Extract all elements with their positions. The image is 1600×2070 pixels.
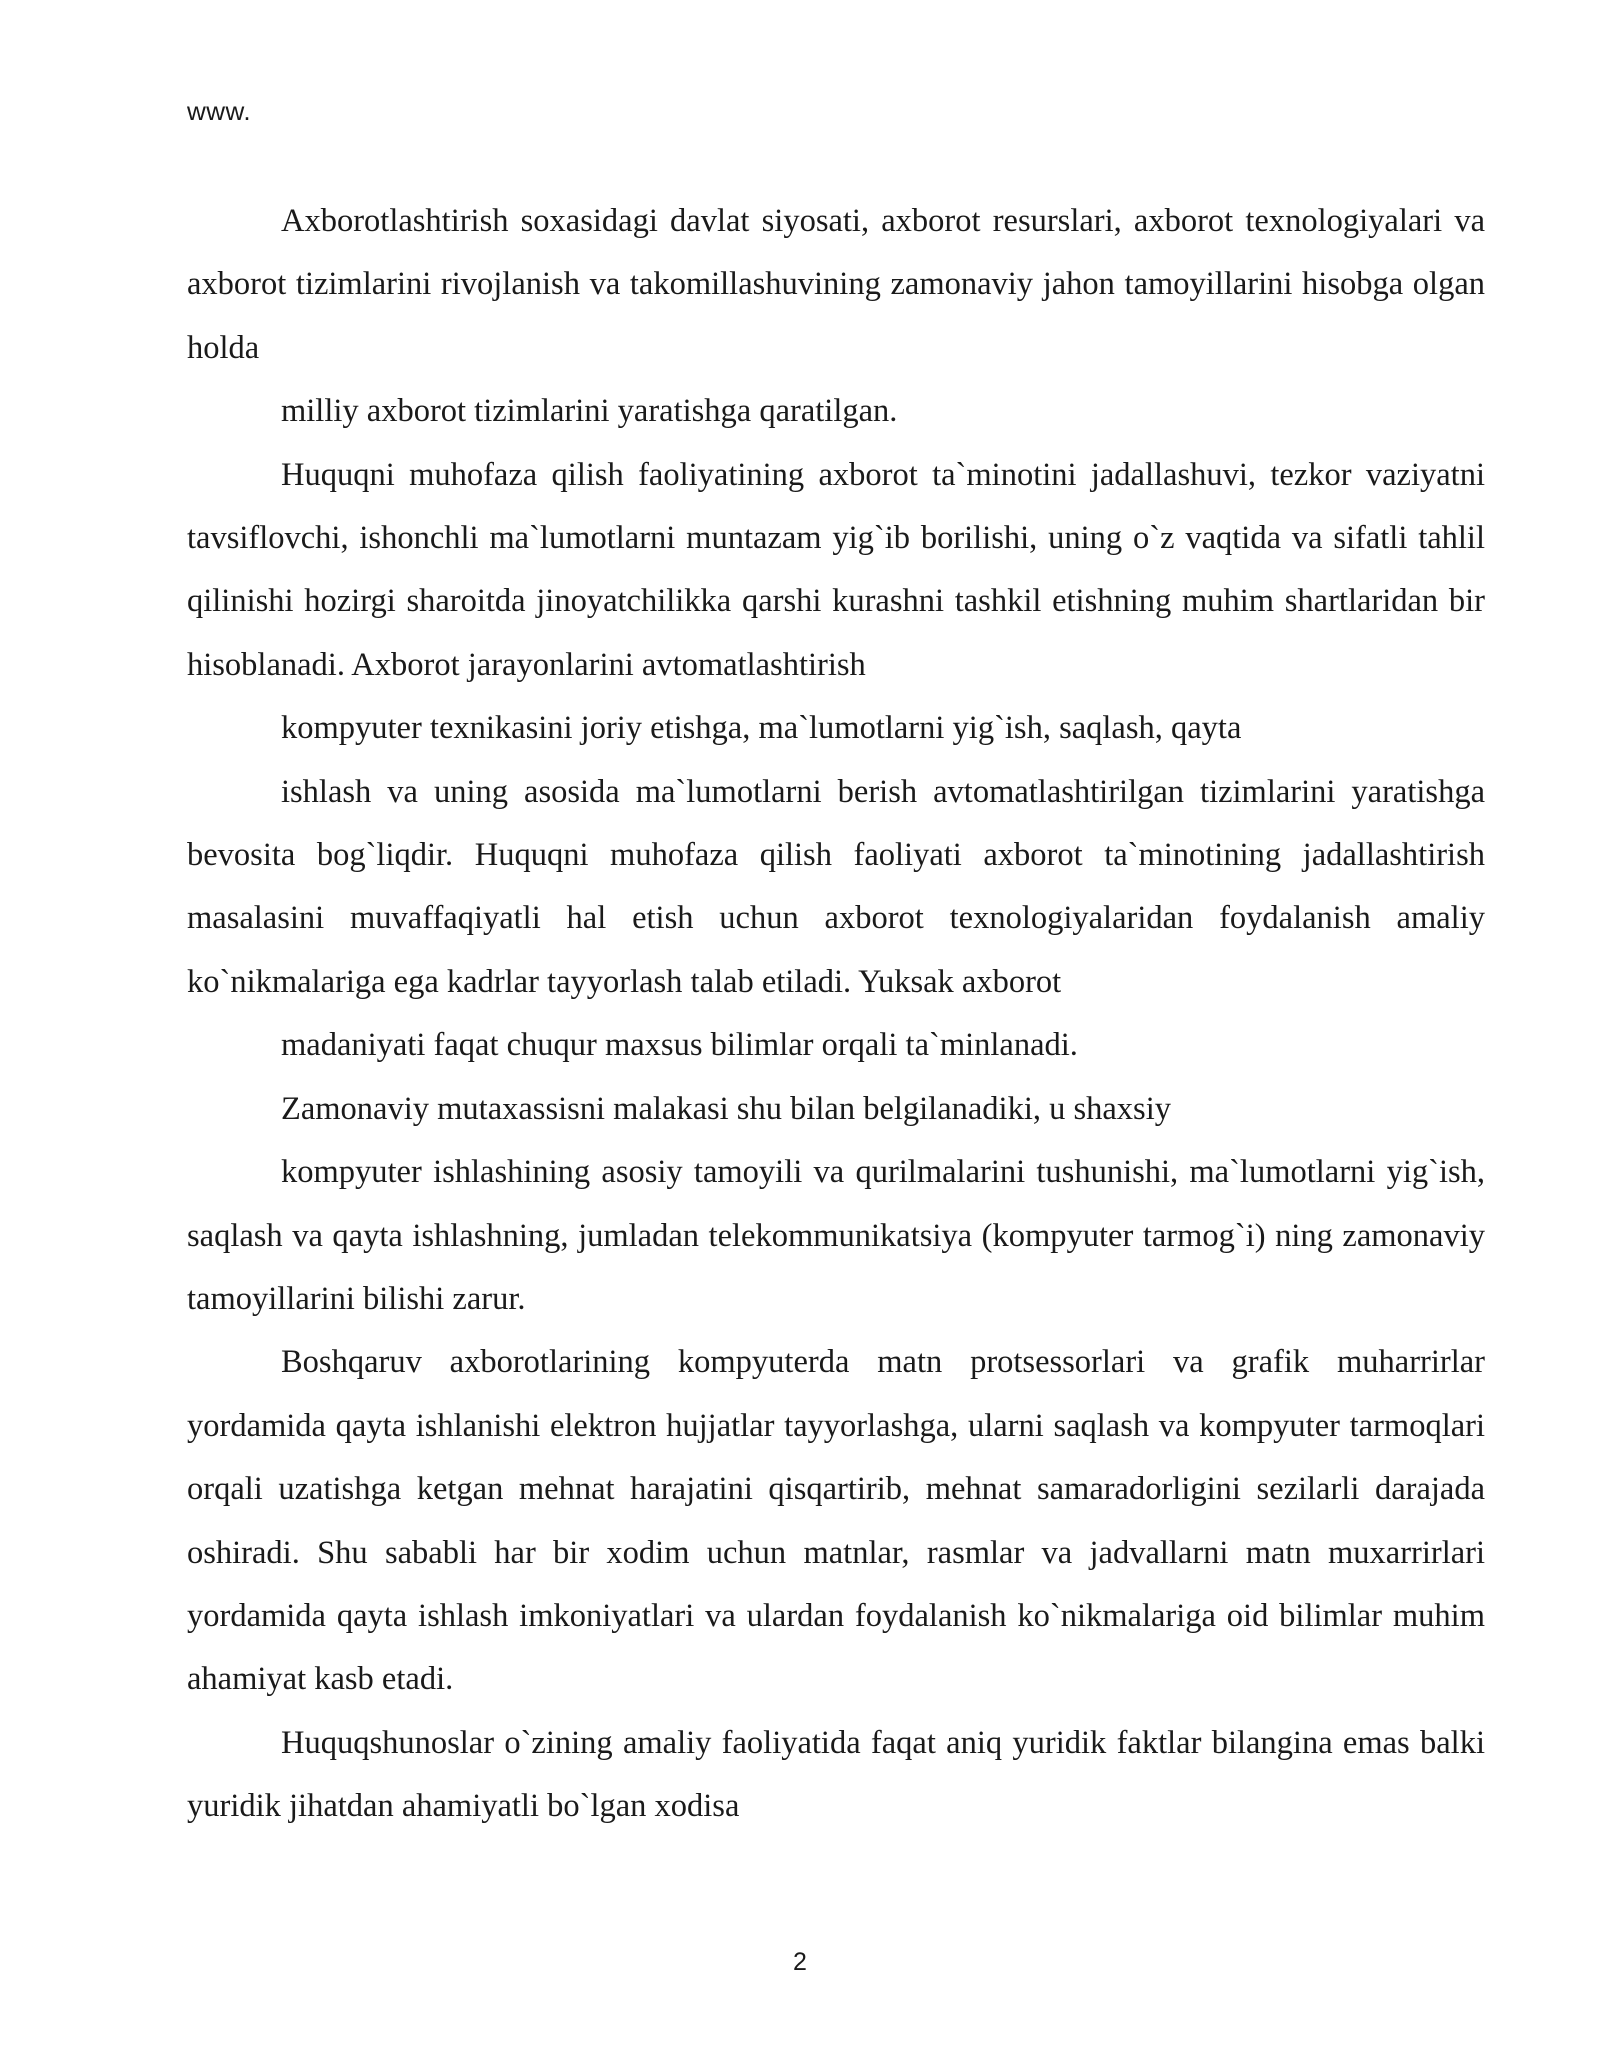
paragraph: Huquqshunoslar o`zining amaliy faoliyatida faqat aniq yuridik faktlar bilangina emas balki yuridik jihatdan ahamiyatli bo`lgan xodisa [187, 1724, 1485, 1825]
page-number: 2 [793, 1948, 807, 1976]
paragraph: kompyuter ishlashining asosiy tamoyili va qurilmalarini tushunishi, ma`lumotlarni yig`ish, saqlash va qayta ishlashning, jumladan telekommunikatsiya (kompyuter tarmog`i) ning zamonaviy tamoyillarini bilishi zarur. [187, 1154, 1485, 1317]
paragraph: Axborotlashtirish soxasidagi davlat siyosati, axborot resurslari, axborot texnologiyalari va axborot tizimlarini rivojlanish va takomillashuvining zamonaviy jahon tamoyillarini hisobga olgan holda [187, 203, 1485, 366]
paragraph: ishlash va uning asosida ma`lumotlarni berish avtomatlashtirilgan tizimlarini yaratishga bevosita bog`liqdir. Huquqni muhofaza qilish faoliyati axborot ta`minotining jadallashtirish masalasini muvaffaqiyatli hal etish uchun axborot texnologiyalaridan foydalanish amaliy ko`nikmalariga ega kadrlar tayyorlash talab etiladi. Yuksak axborot [187, 773, 1485, 1000]
paragraph: Huquqni muhofaza qilish faoliyatining axborot ta`minotini jadallashuvi, tezkor vaziyatni tavsiflovchi, ishonchli ma`lumotlarni muntazam yig`ib borilishi, uning o`z vaqtida va sifatli tahlil qilinishi hozirgi sharoitda jinoyatchilikka qarshi kurashni tashkil etishning muhim shartlaridan bir hisoblanadi. Axborot jarayonlarini avtomatlashtirish [187, 456, 1485, 683]
paragraph: Boshqaruv axborotlarining kompyuterda matn protsessorlari va grafik muharrirlar yordamida qayta ishlanishi elektron hujjatlar tayyorlashga, ularni saqlash va kompyuter tarmoqlari orqali uzatishga ketgan mehnat harajatini qisqartirib, mehnat samaradorligini sezilarli darajada oshiradi. Shu sababli har bir xodim uchun matnlar, rasmlar va jadvallarni matn muxarrirlari yordamida qayta ishlash imkoniyatlari va ulardan foydalanish ko`nikmalariga oid bilimlar muhim ahamiyat kasb etadi. [187, 1344, 1485, 1698]
paragraph: milliy axborot tizimlarini yaratishga qaratilgan. [281, 393, 898, 430]
paragraph: madaniyati faqat chuqur maxsus bilimlar orqali ta`minlanadi. [281, 1027, 1078, 1064]
paragraph: kompyuter texnikasini joriy etishga, ma`lumotlarni yig`ish, saqlash, qayta [281, 710, 1242, 747]
paragraph: Zamonaviy mutaxassisni malakasi shu bilan belgilanadiki, u shaxsiy [281, 1090, 1171, 1127]
body-text [187, 190, 1485, 1839]
header-url-text: www. [187, 96, 252, 126]
